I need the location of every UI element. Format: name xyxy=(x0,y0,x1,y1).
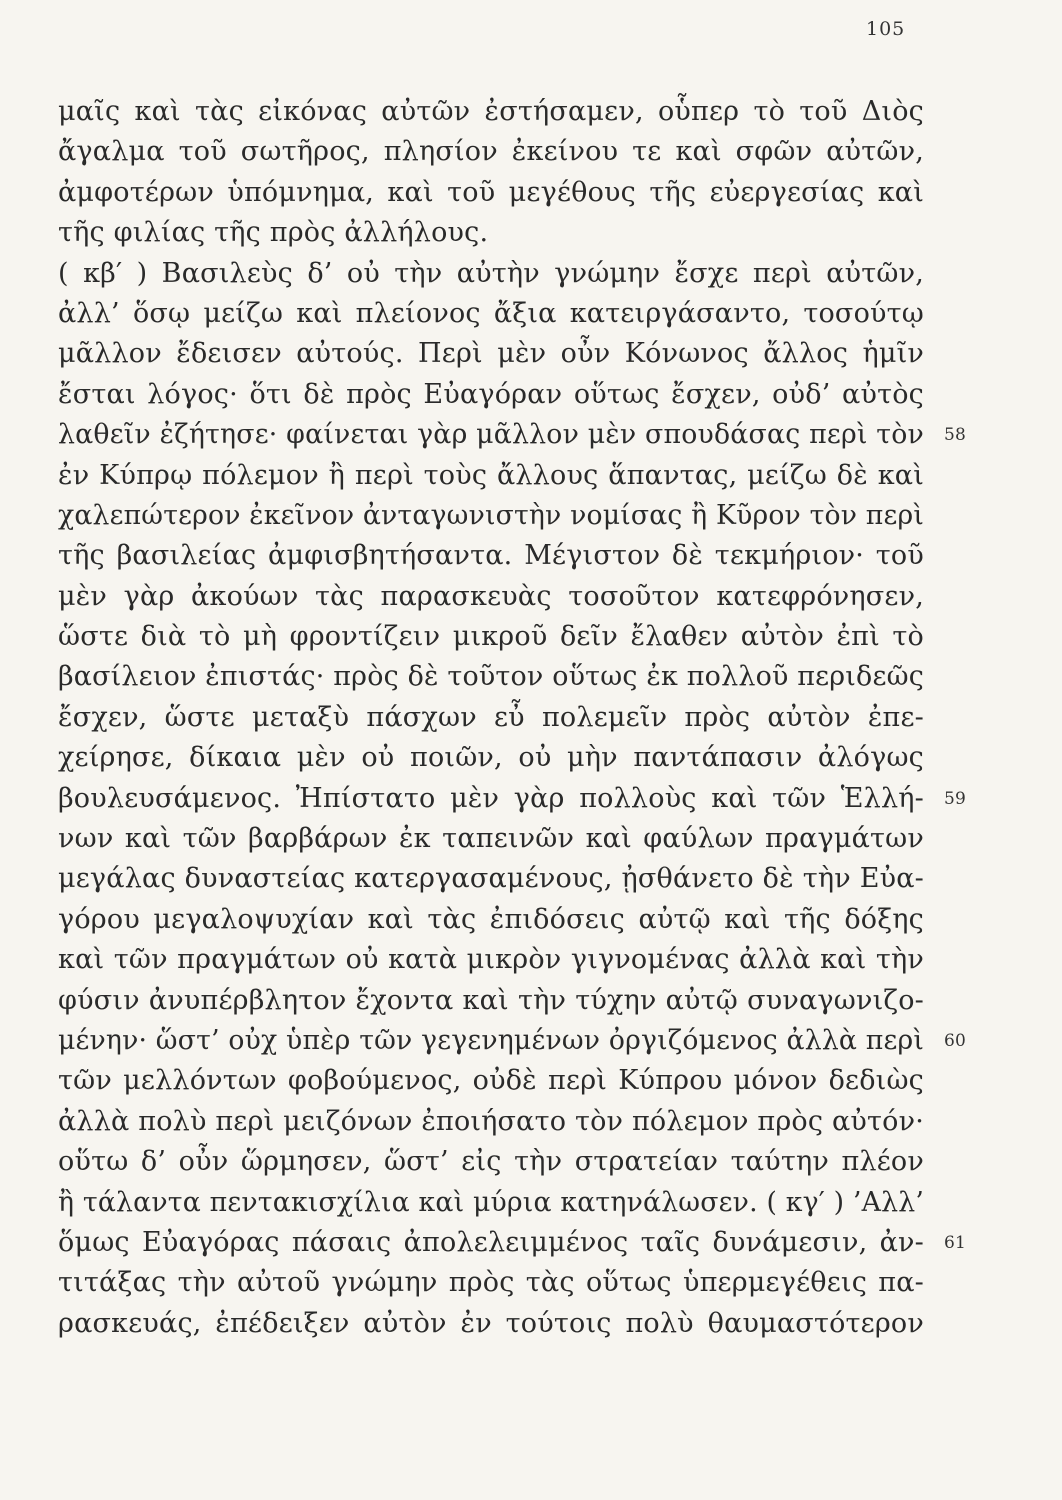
page-number: 105 xyxy=(866,18,906,40)
text-line-content: μαῖς καὶ τὰς εἰκόνας αὐτῶν ἐστήσαμεν, οὗπερ τὸ τοῦ Διὸς xyxy=(58,96,924,127)
text-line-content: τῆς φιλίας τῆς πρὸς ἀλλήλους. xyxy=(58,217,489,249)
text-line-content: νων καὶ τῶν βαρβάρων ἐκ ταπεινῶν καὶ φαύλων πραγμάτων xyxy=(58,823,924,855)
text-line-content: ( κβ′ ) Βασιλεὺς δ’ οὐ τὴν αὐτὴν γνώμην ἔσχε περὶ αὐτῶν, xyxy=(58,257,924,289)
text-line xyxy=(58,900,924,940)
text-line xyxy=(58,92,924,132)
text-line xyxy=(58,536,924,576)
text-line-content: ὥστε διὰ τὸ μὴ φροντίζειν μικροῦ δεῖν ἔλαθεν αὐτὸν ἐπὶ τὸ xyxy=(58,621,924,653)
text-line-content: τῶν μελλόντων φοβούμενος, οὐδὲ περὶ Κύπρου μόνον δεδιὼς xyxy=(58,1065,924,1097)
body-text xyxy=(58,92,967,1344)
text-line xyxy=(58,375,924,415)
text-line-content: ἔσται λόγος· ὅτι δὲ πρὸς Εὐαγόραν οὕτως ἔσχεν, οὐδ’ αὐτὸς xyxy=(58,378,924,410)
text-line-content: μὲν γὰρ ἀκούων τὰς παρασκευὰς τοσοῦτον κατεφρόνησεν, xyxy=(58,580,924,612)
text-line-content: λαθεῖν ἐζήτησε· φαίνεται γὰρ μᾶλλον μὲν σπουδάσας περὶ τὸν xyxy=(58,419,924,451)
text-line xyxy=(58,1142,924,1182)
text-line-content: φύσιν ἀνυπέρβλητον ἔχοντα καὶ τὴν τύχην αὐτῷ συναγωνιζο- xyxy=(58,984,924,1016)
text-line-content: ὅμως Εὐαγόρας πάσαις ἀπολελειμμένος ταῖς δυνάμεσιν, ἀν- xyxy=(58,1226,924,1258)
text-line xyxy=(58,132,924,172)
margin-section-number: 58 xyxy=(944,425,967,446)
text-line xyxy=(58,698,924,738)
text-line xyxy=(58,334,924,374)
text-line-content: οὕτω δ’ οὖν ὥρμησεν, ὥστ’ εἰς τὴν στρατείαν ταύτην πλέον xyxy=(58,1146,924,1178)
text-line-content: τιτάξας τὴν αὐτοῦ γνώμην πρὸς τὰς οὕτως ὑπερμεγέθεις πα- xyxy=(58,1267,924,1299)
text-line-content: ρασκευάς, ἐπέδειξεν αὐτὸν ἐν τούτοις πολὺ θαυμαστότερον xyxy=(58,1307,924,1339)
text-line xyxy=(58,657,924,697)
text-line xyxy=(58,294,924,334)
text-line-content: μεγάλας δυναστείας κατεργασαμένους, ᾐσθάνετο δὲ τὴν Εὐα- xyxy=(58,863,924,895)
text-line-content: γόρου μεγαλοψυχίαν καὶ τὰς ἐπιδόσεις αὐτῷ καὶ τῆς δόξης xyxy=(58,903,924,935)
text-line-content: τῆς βασιλείας ἀμφισβητήσαντα. Μέγιστον δὲ τεκμήριον· τοῦ xyxy=(58,540,924,572)
text-line-content: μᾶλλον ἔδεισεν αὐτούς. Περὶ μὲν οὖν Κόνωνος ἄλλος ἡμῖν xyxy=(58,338,924,370)
text-line xyxy=(58,1183,924,1223)
margin-section-number: 59 xyxy=(944,788,967,809)
text-line xyxy=(58,779,967,819)
text-line-content: ἐν Κύπρῳ πόλεμον ἢ περὶ τοὺς ἄλλους ἅπαντας, μείζω δὲ καὶ xyxy=(58,459,924,491)
text-line xyxy=(58,1102,924,1142)
text-line-content: καὶ τῶν πραγμάτων οὐ κατὰ μικρὸν γιγνομένας ἀλλὰ καὶ τὴν xyxy=(58,944,924,976)
text-line xyxy=(58,577,924,617)
text-line-content: μένην· ὥστ’ οὐχ ὑπὲρ τῶν γεγενημένων ὀργιζόμενος ἀλλὰ περὶ xyxy=(58,1024,924,1056)
text-line-content: βουλευσάμενος. Ἠπίστατο μὲν γὰρ πολλοὺς καὶ τῶν Ἑλλή- xyxy=(58,782,924,814)
text-line-content: ἀμφοτέρων ὑπόμνημα, καὶ τοῦ μεγέθους τῆς εὐεργεσίας καὶ xyxy=(58,176,924,208)
text-line-content: ἀλλ’ ὅσῳ μείζω καὶ πλείονος ἄξια κατειργάσαντο, τοσούτῳ xyxy=(58,297,924,329)
text-line xyxy=(58,496,924,536)
text-line xyxy=(58,859,924,899)
text-line-content: χείρησε, δίκαια μὲν οὐ ποιῶν, οὐ μὴν παντάπασιν ἀλόγως xyxy=(58,742,924,774)
text-line xyxy=(58,940,924,980)
text-line xyxy=(58,173,924,213)
text-line-content: ἀλλὰ πολὺ περὶ μειζόνων ἐποιήσατο τὸν πόλεμον πρὸς αὐτόν· xyxy=(58,1105,924,1137)
text-line xyxy=(58,1061,924,1101)
text-line xyxy=(58,254,924,294)
text-line-content: ἄγαλμα τοῦ σωτῆρος, πλησίον ἐκείνου τε καὶ σφῶν αὐτῶν, xyxy=(58,136,924,168)
text-line xyxy=(58,981,924,1021)
text-line xyxy=(58,213,924,253)
text-line-content: βασίλειον ἐπιστάς· πρὸς δὲ τοῦτον οὕτως ἐκ πολλοῦ περιδεῶς xyxy=(58,661,924,693)
margin-section-number: 60 xyxy=(944,1030,967,1051)
text-line xyxy=(58,1263,924,1303)
text-line-content: χαλεπώτερον ἐκεῖνον ἀνταγωνιστὴν νομίσας ἢ Κῦρον τὸν περὶ xyxy=(58,499,924,531)
margin-section-number: 61 xyxy=(944,1232,967,1253)
text-line xyxy=(58,415,967,455)
text-line xyxy=(58,738,924,778)
text-line xyxy=(58,819,924,859)
text-line-content: ἔσχεν, ὥστε μεταξὺ πάσχων εὖ πολεμεῖν πρὸς αὐτὸν ἐπε- xyxy=(58,701,924,733)
text-line-content: ἢ τάλαντα πεντακισχίλια καὶ μύρια κατηνάλωσεν. ( κγ′ ) ’Αλλ’ xyxy=(58,1186,924,1218)
text-line xyxy=(58,456,924,496)
text-line xyxy=(58,1223,967,1263)
text-line xyxy=(58,617,924,657)
text-line xyxy=(58,1304,924,1344)
text-line xyxy=(58,1021,967,1061)
